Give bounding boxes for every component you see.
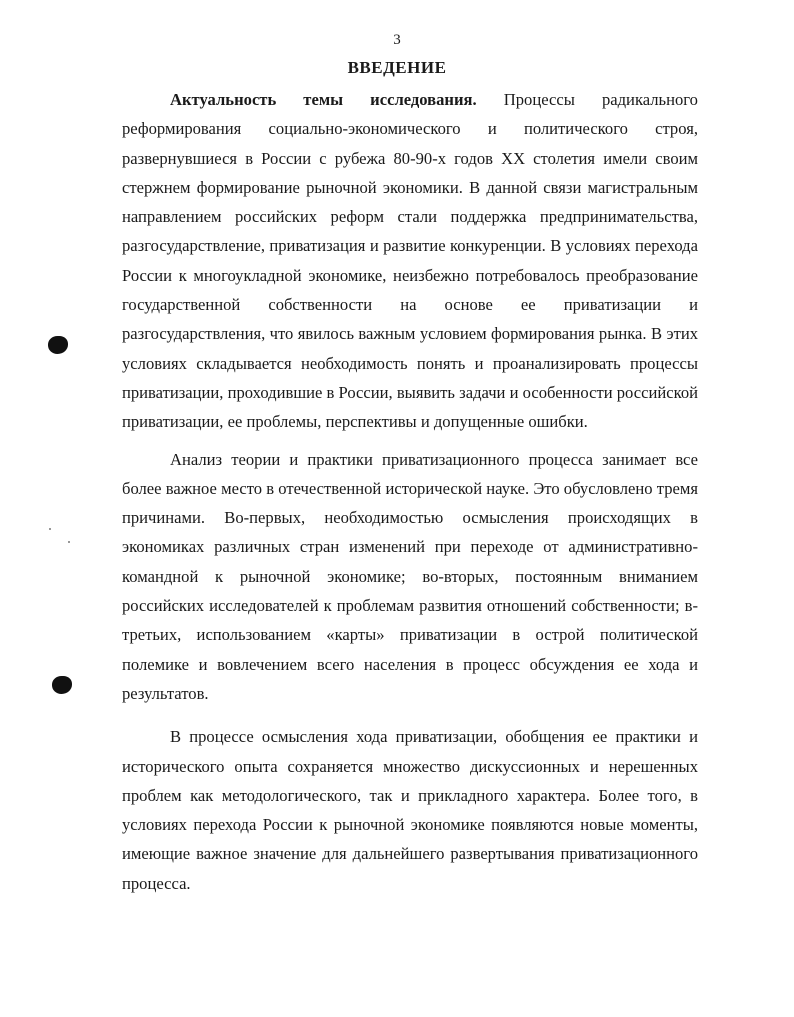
page-number: 3 <box>393 32 401 48</box>
paragraph-lead: Актуальность темы исследования. <box>170 90 477 109</box>
paragraph-text: Анализ теории и практики приватизационного процесса занимает все более важное место в отечественной исторической науке. Это обусловлено тремя причинами. Во-первых, необходимостью осмысления происходящих в экономиках различных стран изменений при переходе от административно-командной к рыночной экономике; во-вторых, постоянным вниманием российских исследователей к проблемам развития отношений собственности; в-третьих, использованием «карты» приватизации в острой политической полемике и вовлечением всего населения в процесс обсуждения ее хода и результатов. <box>122 449 698 703</box>
paragraph-analysis <box>122 445 698 709</box>
binding-hole-mark <box>48 336 68 354</box>
page-title: ВВЕДЕНИЕ <box>347 58 447 77</box>
scan-speck <box>49 528 51 530</box>
scan-speck <box>68 541 70 543</box>
paragraph-text: Процессы радикального реформирования социально-экономического и политического строя, развернувшиеся в России с рубежа 80-90-х годов XX столетия имели своим стержнем формирование рыночной экономики. В данной связи магистральным направлением российских реформ стали поддержка предпринимательства, разгосударствление, приватизация и развитие конкуренции. В условиях перехода России к многоукладной экономике, неизбежно потребовалось преобразование государственной собственности на основе ее приватизации и разгосударствления, что явилось важным условием формирования рынка. В этих условиях складывается необходимость понять и проанализировать процессы приватизации, проходившие в России, выявить задачи и особенности российской приватизации, ее проблемы, перспективы и допущенные ошибки. <box>122 90 698 432</box>
binding-hole-mark <box>52 676 72 694</box>
document-body <box>122 85 698 912</box>
paragraph-problems <box>122 722 698 898</box>
paragraph-relevance <box>122 85 698 437</box>
paragraph-text: В процессе осмысления хода приватизации, обобщения ее практики и исторического опыта сохраняется множество дискуссионных и нерешенных проблем как методологического, так и прикладного характера. Более того, в условиях перехода России к рыночной экономике появляются новые моменты, имеющие важное значение для дальнейшего развертывания приватизационного процесса. <box>122 727 698 893</box>
